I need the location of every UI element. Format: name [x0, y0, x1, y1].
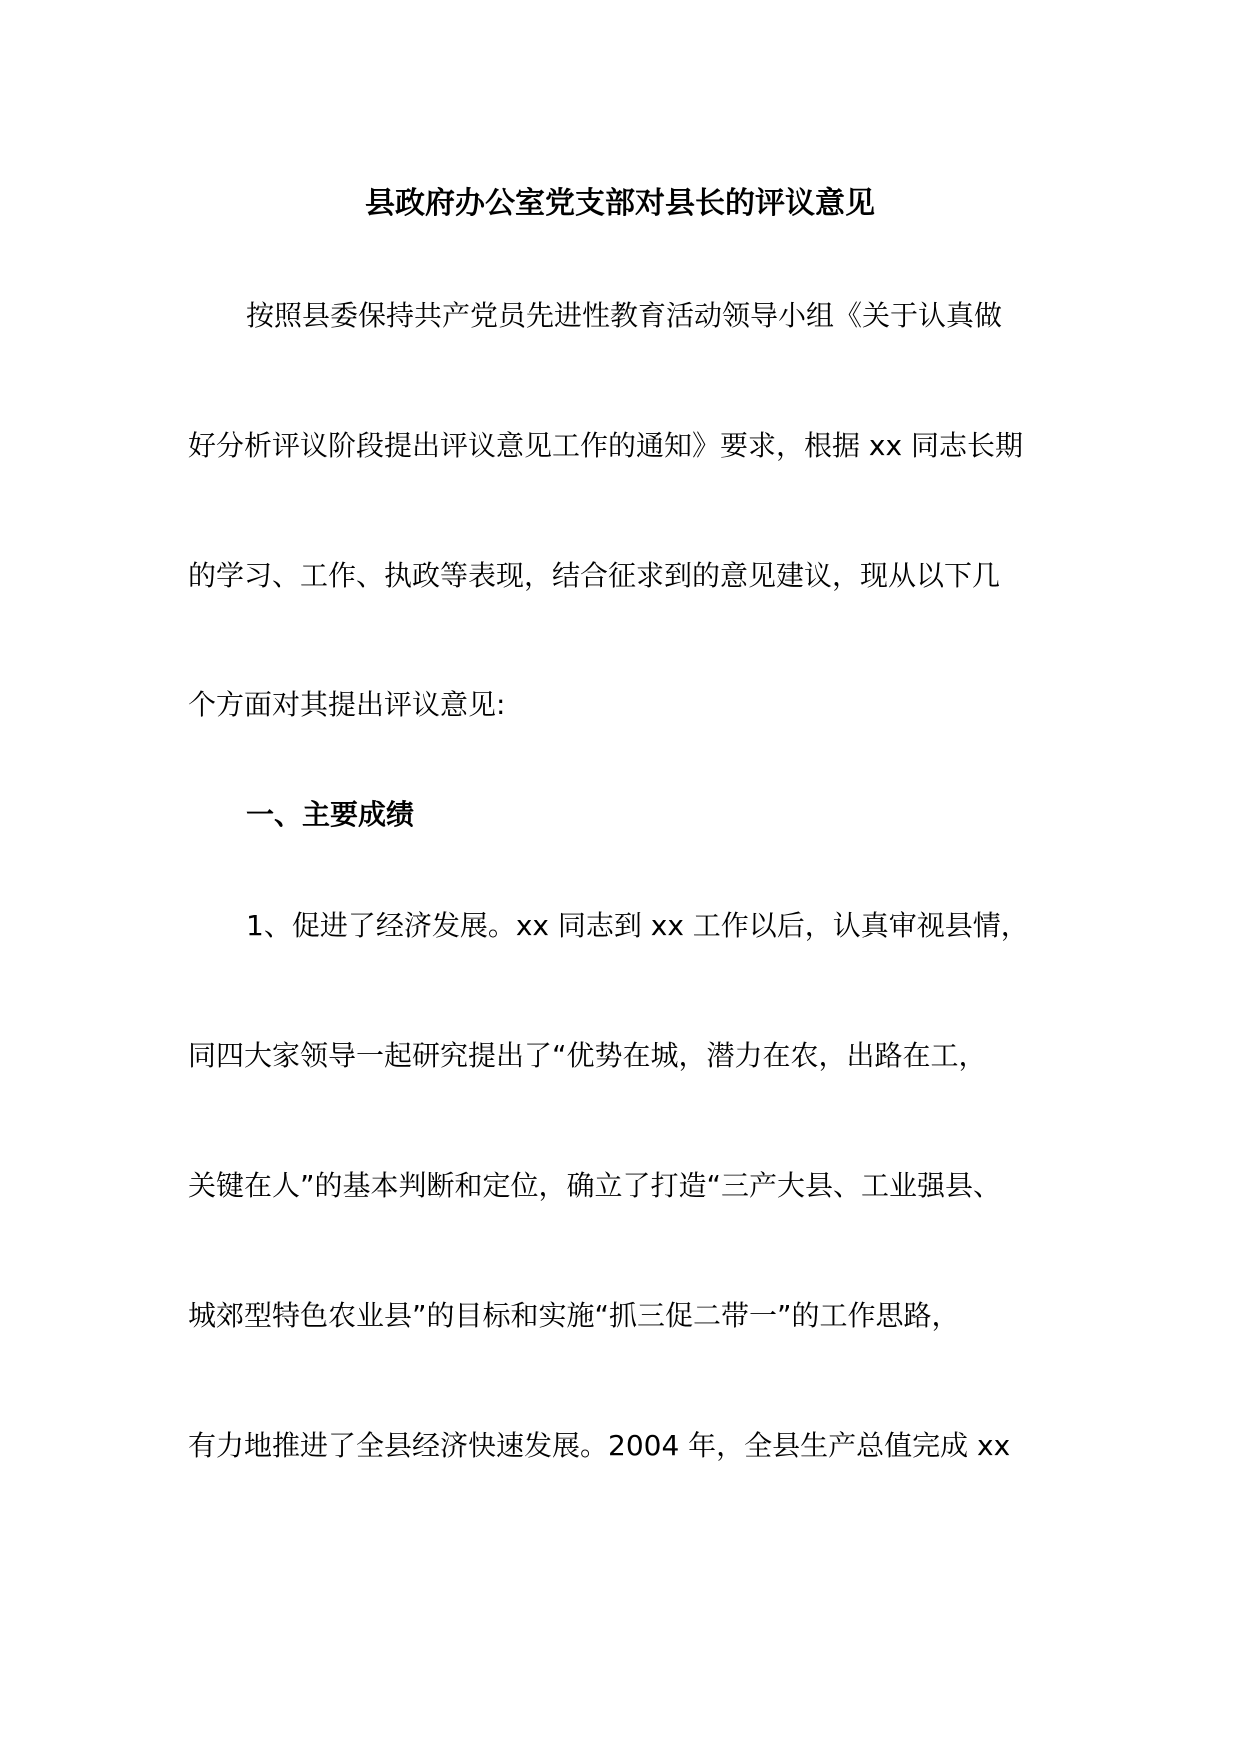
paragraph-line-6: 同四大家领导一起研究提出了“优势在城，潜力在农，出路在工， — [188, 1039, 987, 1072]
paragraph-line-1: 按照县委保持共产党员先进性教育活动领导小组《关于认真做 — [246, 299, 1003, 332]
document-title: 县政府办公室党支部对县长的评议意见 — [365, 186, 875, 221]
paragraph-line-8: 城郊型特色农业县”的目标和实施“抓三促二带一”的工作思路， — [188, 1299, 960, 1332]
paragraph-line-3: 的学习、工作、执政等表现，结合征求到的意见建议，现从以下几 — [188, 559, 1001, 592]
paragraph-line-9: 有力地推进了全县经济快速发展。2004 年，全县生产总值完成 xx — [188, 1429, 1011, 1462]
paragraph-line-4: 个方面对其提出评议意见: — [188, 688, 506, 721]
section-heading: 一、主要成绩 — [246, 798, 415, 831]
paragraph-line-2: 好分析评议阶段提出评议意见工作的通知》要求，根据 xx 同志长期 — [188, 429, 1023, 462]
paragraph-line-7: 关键在人”的基本判断和定位，确立了打造“三产大县、工业强县、 — [188, 1169, 1002, 1202]
paragraph-line-5: 1、促进了经济发展。xx 同志到 xx 工作以后，认真审视县情， — [246, 909, 1029, 942]
